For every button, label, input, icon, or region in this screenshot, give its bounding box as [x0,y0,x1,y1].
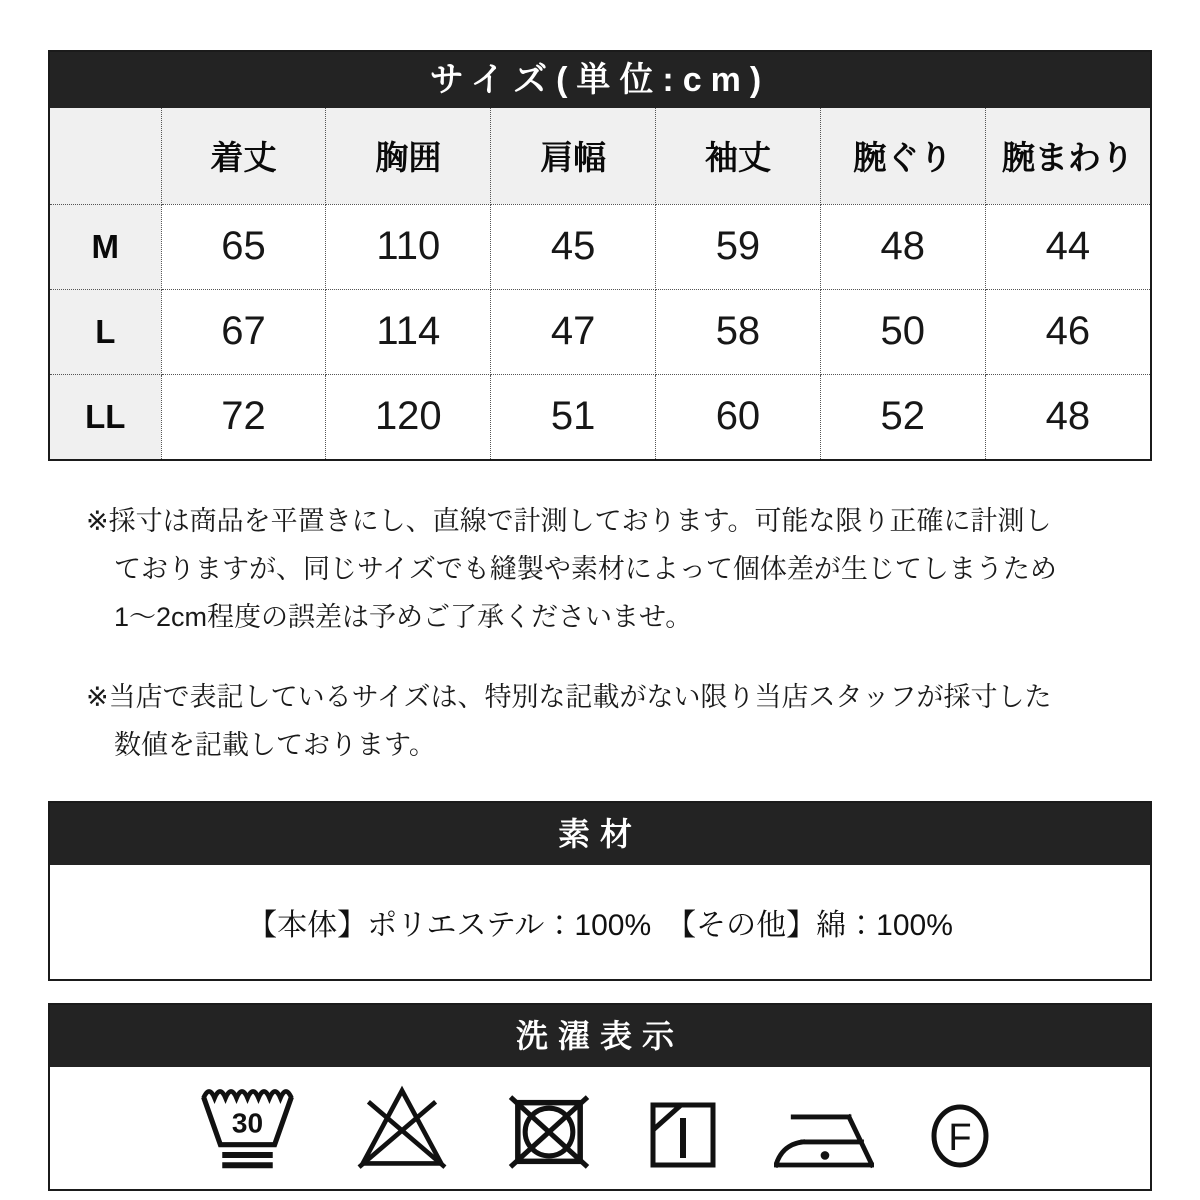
table-cell: 46 [985,289,1150,374]
table-cell: 58 [656,289,821,374]
row-size-label: M [50,204,161,289]
table-cell: 52 [820,374,985,459]
table-cell: 45 [491,204,656,289]
material-section [48,801,1152,981]
table-cell: 120 [326,374,491,459]
table-row-ll [50,374,1150,459]
table-cell: 67 [161,289,326,374]
note-line: ※採寸は商品を平置きにし、直線で計測しております。可能な限り正確に計測し [86,506,1052,536]
table-cell: 114 [326,289,491,374]
table-cell: 48 [820,204,985,289]
table-cell: 48 [985,374,1150,459]
note-line: 1〜2cm程度の誤差は予めご了承くださいませ。 [114,602,693,632]
table-cell: 50 [820,289,985,374]
care-header: 洗濯表示 [50,1005,1150,1067]
measurement-note [86,497,1152,641]
staff-measured-note [86,673,1152,769]
column-header-katahaba: 肩幅 [491,108,656,204]
column-header-sodetake: 袖丈 [656,108,821,204]
column-header-udemawari: 腕まわり [985,108,1150,204]
no-tumble-dry-icon [505,1095,593,1169]
table-cell: 72 [161,374,326,459]
wash-temp-label: 30 [231,1107,264,1139]
table-cell: 60 [656,374,821,459]
column-header-kitake: 着丈 [161,108,326,204]
size-table [50,108,1150,459]
row-size-label: LL [50,374,161,459]
dry-clean-f-icon [930,1103,990,1169]
table-cell: 47 [491,289,656,374]
note-line: ※当店で表記しているサイズは、特別な記載がない限り当店スタッフが採寸した [86,682,1052,712]
column-header-kyoui: 胸囲 [326,108,491,204]
size-table-section [48,50,1152,461]
no-bleach-icon [355,1085,449,1169]
table-cell: 59 [656,204,821,289]
wash-30-gentle-icon [196,1083,299,1169]
notes-section [86,497,1152,769]
line-dry-shade-icon [648,1101,718,1169]
table-cell: 44 [985,204,1150,289]
iron-low-icon [774,1112,874,1169]
size-table-header-row [50,108,1150,204]
column-header-udeguri: 腕ぐり [820,108,985,204]
table-cell: 65 [161,204,326,289]
table-row-l [50,289,1150,374]
size-table-corner-cell [50,108,161,204]
row-size-label: L [50,289,161,374]
material-body: 【本体】ポリエステル：100% 【その他】綿：100% [247,909,953,942]
care-section [48,1003,1152,1191]
note-line: ておりますが、同じサイズでも縫製や素材によって個体差が生じてしまうため [114,554,1057,584]
table-cell: 51 [491,374,656,459]
size-table-title: サイズ(単位:cm) [50,52,1150,108]
table-row-m [50,204,1150,289]
note-line: 数値を記載しております。 [114,730,436,760]
table-cell: 110 [326,204,491,289]
care-symbols-row [50,1067,1150,1189]
material-header: 素材 [50,803,1150,865]
dry-clean-letter: F [948,1117,972,1159]
